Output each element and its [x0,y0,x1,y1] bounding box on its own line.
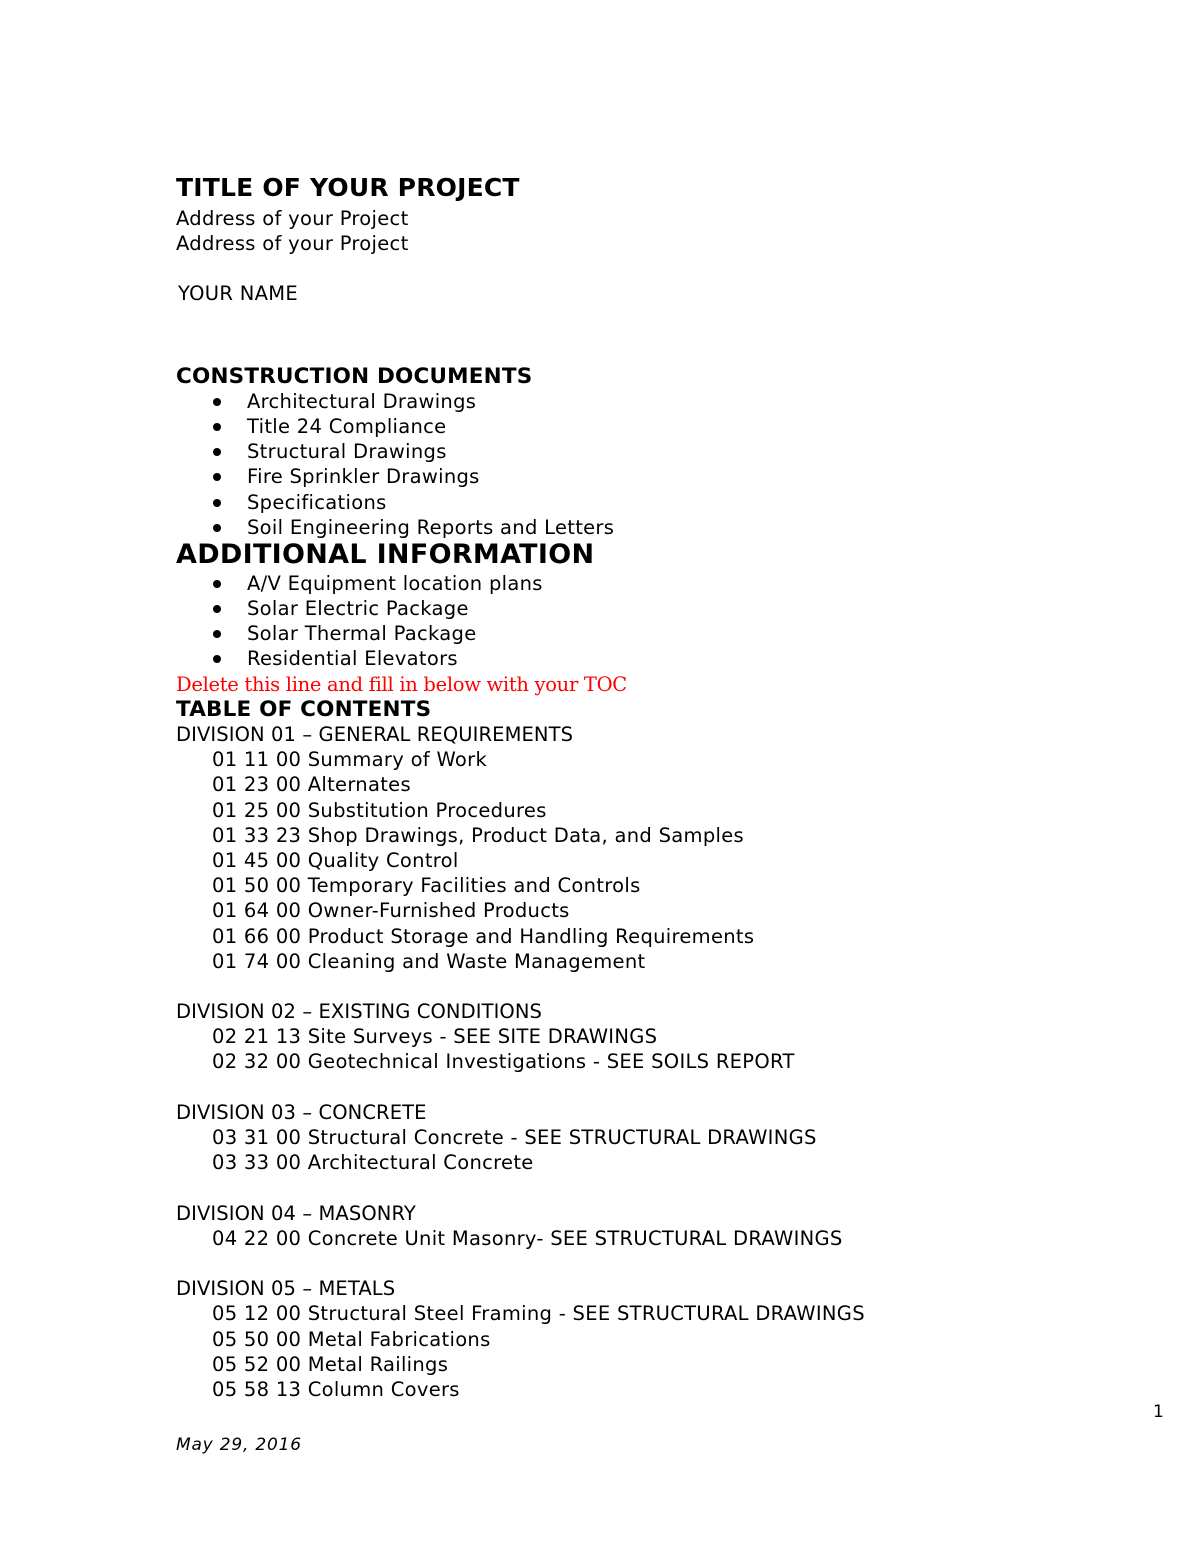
project-address-line-1: Address of your Project [176,207,409,230]
toc-section: 02 32 00 Geotechnical Investigations - SEE SOILS REPORT [212,1050,795,1074]
division-title: DIVISION 04 – MASONRY [176,1201,416,1225]
bullet-icon [213,499,221,507]
list-item-label: Architectural Drawings [247,389,477,413]
toc-section: 01 66 00 Product Storage and Handling Requirements [212,924,755,948]
list-item [176,490,1126,515]
list-item [176,389,1126,414]
bullet-icon [213,448,221,456]
bullet-icon [213,655,221,663]
toc-section: 01 74 00 Cleaning and Waste Management [212,949,646,973]
toc-division [176,1201,1126,1251]
toc-section: 01 33 23 Shop Drawings, Product Data, and Samples [212,823,744,847]
list-item [176,464,1126,489]
list-item-label: Soil Engineering Reports and Letters [247,515,615,539]
list-item-label: A/V Equipment location plans [247,571,543,595]
instruction-note: Delete this line and fill in below with your TOC [176,672,627,696]
bullet-icon [213,473,221,481]
bullet-icon [213,580,221,588]
list-item [176,596,1126,621]
author-name: YOUR NAME [178,282,298,306]
toc-section: 02 21 13 Site Surveys - SEE SITE DRAWINGS [212,1025,658,1049]
toc-divisions [176,722,1126,1402]
toc-section: 03 33 00 Architectural Concrete [212,1151,534,1175]
toc-section: 05 50 00 Metal Fabrications [212,1327,491,1351]
toc-section: 01 25 00 Substitution Procedures [212,798,547,822]
toc-division [176,722,1126,974]
toc-section: 04 22 00 Concrete Unit Masonry- SEE STRUCTURAL DRAWINGS [212,1226,843,1250]
construction-documents-heading: CONSTRUCTION DOCUMENTS [176,363,533,389]
list-item [176,515,1126,540]
list-item-label: Title 24 Compliance [247,414,447,438]
table-of-contents-heading: TABLE OF CONTENTS [176,696,432,722]
project-address-line-2: Address of your Project [176,232,409,256]
toc-division [176,1100,1126,1176]
division-title: DIVISION 03 – CONCRETE [176,1100,427,1124]
list-item [176,571,1126,596]
toc-division [176,1276,1126,1402]
toc-section: 05 58 13 Column Covers [212,1377,460,1401]
bullet-icon [213,398,221,406]
list-item-label: Solar Thermal Package [247,622,477,646]
project-title: TITLE OF YOUR PROJECT [176,173,520,202]
list-item [176,621,1126,646]
spacer [176,307,1126,364]
list-item-label: Fire Sprinkler Drawings [247,465,480,489]
footer-date: May 29, 2016 [176,1435,302,1455]
division-title: DIVISION 02 – EXISTING CONDITIONS [176,1000,543,1024]
division-title: DIVISION 05 – METALS [176,1277,396,1301]
construction-documents-list [176,389,1126,540]
list-item [176,646,1126,671]
list-item-label: Residential Elevators [247,647,458,671]
additional-information-heading: ADDITIONAL INFORMATION [176,538,595,570]
toc-section: 01 45 00 Quality Control [212,848,459,872]
additional-information-list [176,571,1126,672]
page-number: 1 [1153,1402,1164,1422]
toc-section: 03 31 00 Structural Concrete - SEE STRUCTURAL DRAWINGS [212,1126,817,1149]
toc-section: 01 50 00 Temporary Facilities and Controls [212,874,641,898]
list-item-label: Solar Electric Package [247,597,469,621]
toc-section: 05 52 00 Metal Railings [212,1352,449,1376]
toc-section: 01 11 00 Summary of Work [212,748,488,772]
bullet-icon [213,423,221,431]
bullet-icon [213,630,221,638]
toc-section: 01 23 00 Alternates [212,773,411,797]
toc-section: 01 64 00 Owner-Furnished Products [212,899,570,923]
list-item-label: Structural Drawings [247,440,447,464]
bullet-icon [213,605,221,613]
list-item [176,439,1126,464]
list-item [176,414,1126,439]
toc-section: 05 12 00 Structural Steel Framing - SEE STRUCTURAL DRAWINGS [212,1302,865,1326]
toc-division [176,999,1126,1075]
bullet-icon [213,524,221,532]
document-page [176,170,1126,1402]
division-title: DIVISION 01 – GENERAL REQUIREMENTS [176,723,574,746]
list-item-label: Specifications [247,490,387,514]
